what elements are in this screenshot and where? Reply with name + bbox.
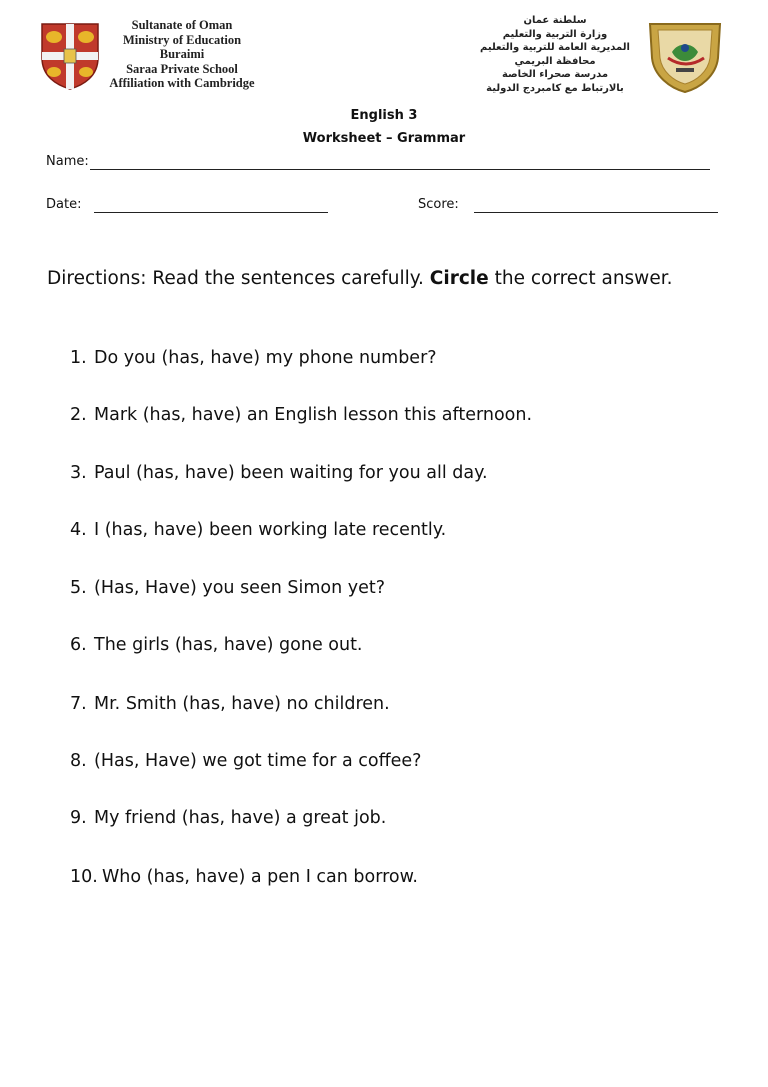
question-number: 5. — [70, 578, 87, 598]
header-line: Ministry of Education — [122, 32, 242, 47]
question-text: Mr. Smith (has, have) no children. — [94, 694, 390, 714]
question-item — [70, 520, 446, 540]
worksheet-course-title: English 3 — [350, 108, 418, 123]
directions-emphasis: Circle — [429, 268, 489, 289]
date-field[interactable] — [94, 198, 328, 213]
question-text: Who (has, have) a pen I can borrow. — [102, 867, 418, 887]
question-number: 8. — [70, 751, 87, 771]
question-number: 9. — [70, 808, 87, 828]
question-text: The girls (has, have) gone out. — [94, 635, 363, 655]
date-label: Date: — [46, 197, 82, 212]
question-text: My friend (has, have) a great job. — [94, 808, 387, 828]
question-item — [70, 751, 421, 771]
question-item — [70, 463, 488, 483]
question-text: Do you (has, have) my phone number? — [94, 348, 437, 368]
question-item — [70, 578, 385, 598]
question-item — [70, 694, 390, 714]
header-line-arabic: محافظة البريمي — [514, 55, 596, 67]
header-line-arabic: مدرسة صحراء الخاصة — [501, 69, 609, 81]
directions-tail: the correct answer. — [488, 268, 673, 289]
university-crest-icon — [40, 22, 100, 90]
header-line-arabic: المديرية العامة للتربية والتعليم — [480, 42, 630, 54]
school-shield-emblem-icon — [642, 18, 728, 94]
header-line: Affiliation with Cambridge — [109, 76, 255, 90]
question-text: Mark (has, have) an English lesson this afternoon. — [94, 405, 533, 425]
worksheet-title: Worksheet – Grammar — [302, 131, 466, 146]
header-line-arabic: بالارتباط مع كامبردج الدولية — [486, 82, 624, 94]
header-line: Sultanate of Oman — [131, 18, 233, 32]
question-item — [70, 348, 437, 368]
question-item — [70, 405, 532, 425]
question-text: (Has, Have) we got time for a coffee? — [94, 751, 422, 771]
question-number: 10. — [70, 867, 98, 887]
score-field[interactable] — [474, 198, 718, 213]
question-item — [70, 635, 363, 655]
school-header-arabic — [470, 14, 640, 96]
name-label: Name: — [46, 154, 89, 169]
school-header-english — [102, 18, 262, 91]
question-text: (Has, Have) you seen Simon yet? — [94, 578, 386, 598]
score-label: Score: — [418, 197, 459, 212]
question-item — [70, 808, 386, 828]
question-number: 2. — [70, 405, 87, 425]
question-item — [70, 867, 418, 887]
name-field[interactable] — [90, 155, 710, 170]
header-line: Buraimi — [159, 47, 205, 61]
header-line-arabic: سلطنة عمان — [523, 15, 587, 26]
header-line: Saraa Private School — [126, 61, 238, 76]
question-number: 3. — [70, 463, 87, 483]
question-number: 1. — [70, 348, 87, 368]
question-number: 7. — [70, 694, 87, 714]
directions-text — [47, 268, 672, 289]
question-text: Paul (has, have) been waiting for you all day. — [94, 463, 488, 483]
question-number: 6. — [70, 635, 87, 655]
question-text: I (has, have) been working late recently. — [94, 520, 447, 540]
directions-lead: Directions: Read the sentences carefully. — [47, 268, 430, 289]
header-line-arabic: وزارة التربية والتعليم — [502, 28, 608, 40]
question-number: 4. — [70, 520, 87, 540]
